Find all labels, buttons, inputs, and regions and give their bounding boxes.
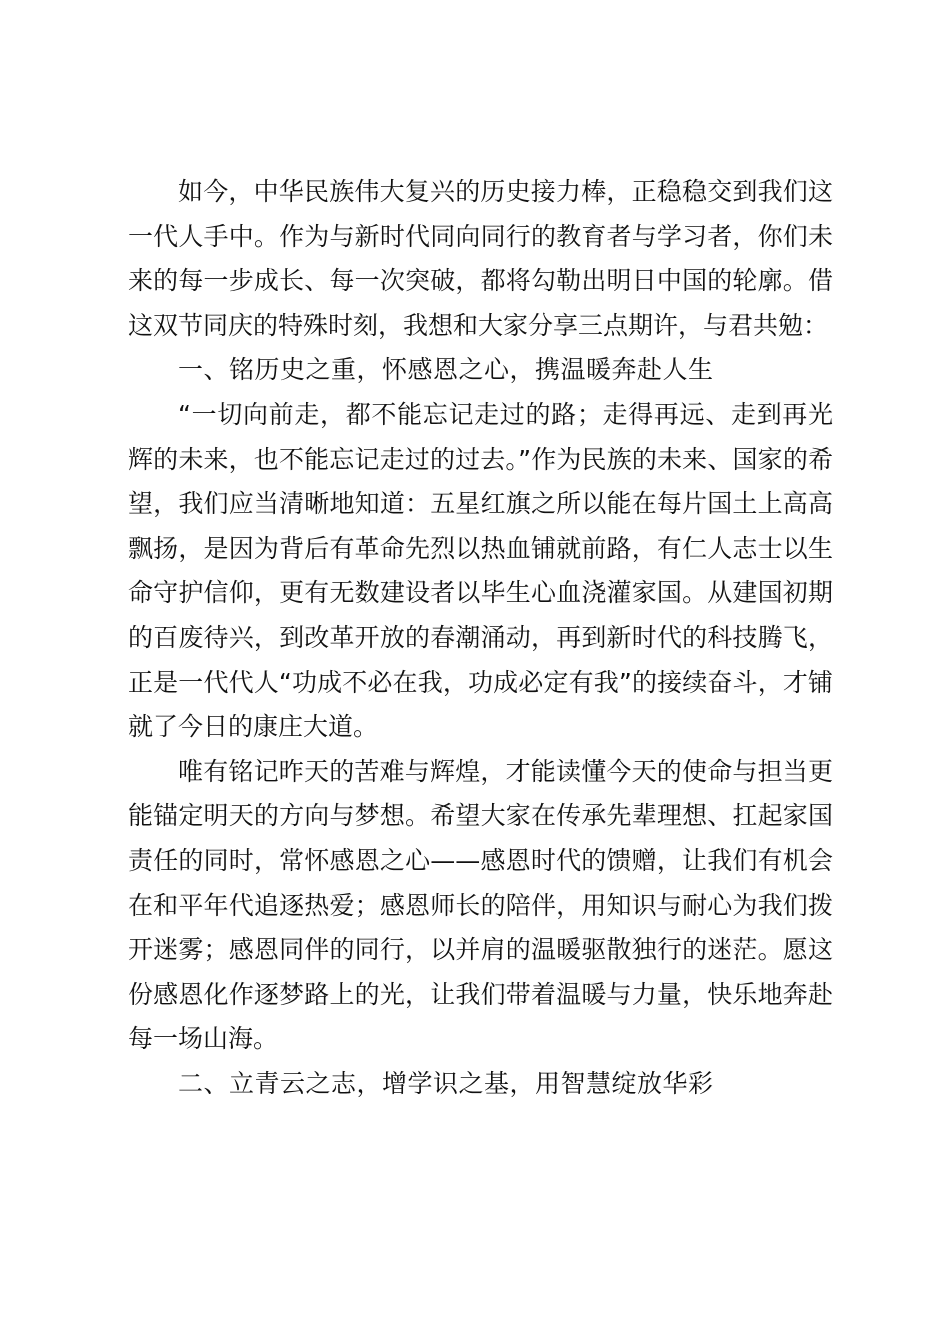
paragraph-history: “一切向前走，都不能忘记走过的路；走得再远、走到再光辉的未来，也不能忘记走过的过去。”作为民族的未来、国家的希望，我们应当清晰地知道：五星红旗之所以能在每片国土上高高飘扬，是因为背后有革命先烈以热血铺就前路，有仁人志士以生命守护信仰，更有无数建设者以毕生心血浇灌家国。从建国初期的百废待兴，到改革开放的春潮涌动，再到新时代的科技腾飞，正是一代代人“功成不必在我，功成必定有我”的接续奋斗，才铺就了今日的康庄大道。 xyxy=(128,399,833,742)
paragraph-intro: 如今，中华民族伟大复兴的历史接力棒，正稳稳交到我们这一代人手中。作为与新时代同向同行的教育者与学习者，你们未来的每一步成长、每一次突破，都将勾勒出明日中国的轮廓。借这双节同庆的特殊时刻，我想和大家分享三点期许，与君共勉： xyxy=(128,177,833,340)
document-page xyxy=(128,170,833,1106)
section-heading-2: 二、立青云之志，增学识之基，用智慧绽放华彩 xyxy=(178,1068,714,1098)
section-heading-1: 一、铭历史之重，怀感恩之心，携温暖奔赴人生 xyxy=(178,355,714,385)
paragraph-gratitude: 唯有铭记昨天的苦难与辉煌，才能读懂今天的使命与担当更能锚定明天的方向与梦想。希望大家在传承先辈理想、扛起家国责任的同时，常怀感恩之心——感恩时代的馈赠，让我们有机会在和平年代追逐热爱；感恩师长的陪伴，用知识与耐心为我们拨开迷雾；感恩同伴的同行，以并肩的温暖驱散独行的迷茫。愿这份感恩化作逐梦路上的光，让我们带着温暖与力量，快乐地奔赴每一场山海。 xyxy=(128,756,833,1054)
